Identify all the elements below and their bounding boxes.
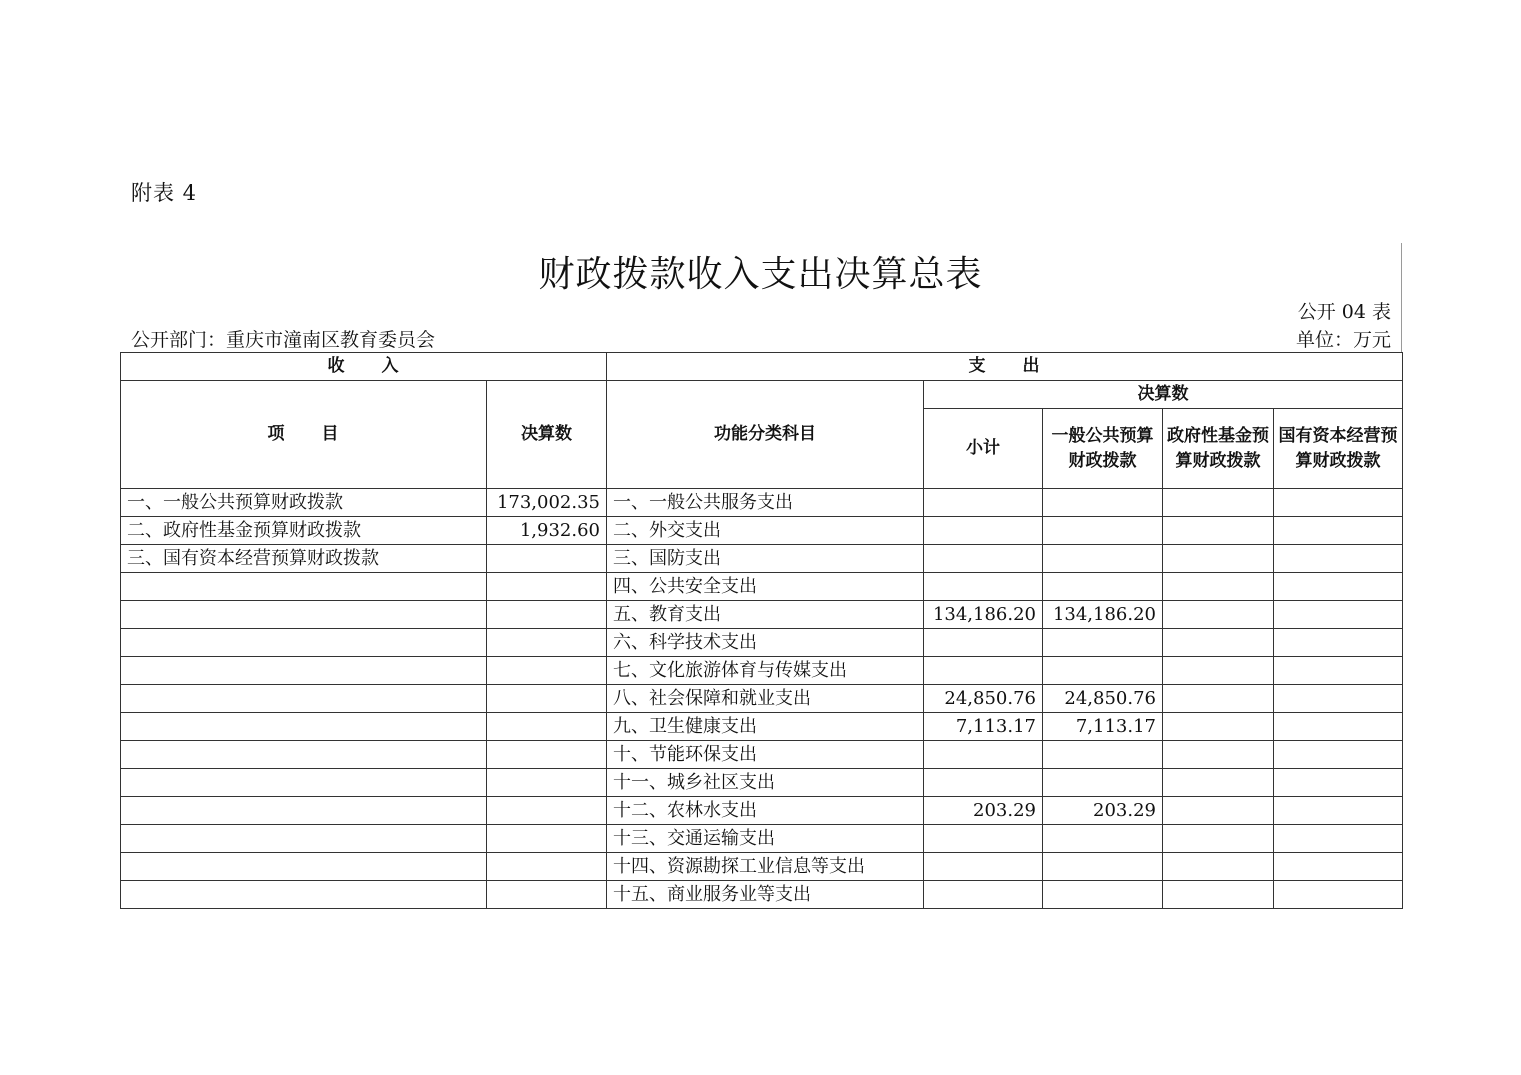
income-item-cell <box>121 685 487 713</box>
income-amount-cell: 1,932.60 <box>487 517 607 545</box>
table-row <box>121 853 1403 881</box>
general-public-cell: 203.29 <box>1043 797 1163 825</box>
unit-label: 单位：万元 <box>1295 329 1391 351</box>
subtotal-cell: 7,113.17 <box>924 713 1043 741</box>
category-cell: 二、外交支出 <box>607 517 924 545</box>
income-item-cell <box>121 657 487 685</box>
income-item-cell <box>121 825 487 853</box>
general-public-cell <box>1043 881 1163 909</box>
income-amount-cell <box>487 825 607 853</box>
gov-fund-cell <box>1163 573 1274 601</box>
gov-fund-cell <box>1163 601 1274 629</box>
category-cell: 八、社会保障和就业支出 <box>607 685 924 713</box>
table-row <box>121 825 1403 853</box>
income-item-cell: 一、一般公共预算财政拨款 <box>121 489 487 517</box>
header-expense-amount: 决算数 <box>924 381 1403 409</box>
subtotal-cell <box>924 741 1043 769</box>
state-capital-cell <box>1274 797 1403 825</box>
general-public-cell <box>1043 545 1163 573</box>
gov-fund-cell <box>1163 517 1274 545</box>
category-cell: 一、一般公共服务支出 <box>607 489 924 517</box>
table-row <box>121 489 1403 517</box>
state-capital-cell <box>1274 881 1403 909</box>
income-item-cell <box>121 741 487 769</box>
category-cell: 三、国防支出 <box>607 545 924 573</box>
table-row <box>121 629 1403 657</box>
category-cell: 四、公共安全支出 <box>607 573 924 601</box>
state-capital-cell <box>1274 769 1403 797</box>
income-item-cell <box>121 853 487 881</box>
general-public-cell <box>1043 573 1163 601</box>
category-cell: 七、文化旅游体育与传媒支出 <box>607 657 924 685</box>
category-cell: 六、科学技术支出 <box>607 629 924 657</box>
table-row <box>121 545 1403 573</box>
document-title: 财政拨款收入支出决算总表 <box>538 254 983 295</box>
gov-fund-cell <box>1163 769 1274 797</box>
table-row <box>121 741 1403 769</box>
subtotal-cell <box>924 629 1043 657</box>
gov-fund-cell <box>1163 853 1274 881</box>
table-row <box>121 657 1403 685</box>
state-capital-cell <box>1274 545 1403 573</box>
income-amount-cell <box>487 629 607 657</box>
state-capital-cell <box>1274 573 1403 601</box>
general-public-cell <box>1043 657 1163 685</box>
income-amount-cell <box>487 601 607 629</box>
subtotal-cell: 24,850.76 <box>924 685 1043 713</box>
table-row <box>121 881 1403 909</box>
table-row <box>121 573 1403 601</box>
income-amount-cell <box>487 741 607 769</box>
category-cell: 十五、商业服务业等支出 <box>607 881 924 909</box>
income-item-cell <box>121 769 487 797</box>
header-expense: 支 出 <box>607 353 1403 381</box>
state-capital-cell <box>1274 629 1403 657</box>
income-amount-cell <box>487 573 607 601</box>
state-capital-cell <box>1274 517 1403 545</box>
state-capital-cell <box>1274 853 1403 881</box>
general-public-cell <box>1043 825 1163 853</box>
header-state-capital: 国有资本经营预算财政拨款 <box>1274 409 1403 489</box>
subtotal-cell <box>924 657 1043 685</box>
subtotal-cell <box>924 769 1043 797</box>
income-amount-cell <box>487 881 607 909</box>
table-row <box>121 601 1403 629</box>
state-capital-cell <box>1274 657 1403 685</box>
table-row <box>121 769 1403 797</box>
category-cell: 十一、城乡社区支出 <box>607 769 924 797</box>
general-public-cell <box>1043 629 1163 657</box>
header-subtotal: 小计 <box>924 409 1043 489</box>
gov-fund-cell <box>1163 657 1274 685</box>
category-cell: 九、卫生健康支出 <box>607 713 924 741</box>
gov-fund-cell <box>1163 881 1274 909</box>
subtotal-cell: 134,186.20 <box>924 601 1043 629</box>
income-item-cell <box>121 797 487 825</box>
gov-fund-cell <box>1163 741 1274 769</box>
income-item-cell <box>121 573 487 601</box>
category-cell: 五、教育支出 <box>607 601 924 629</box>
category-cell: 十二、农林水支出 <box>607 797 924 825</box>
income-amount-cell: 173,002.35 <box>487 489 607 517</box>
income-amount-cell <box>487 713 607 741</box>
header-function-category: 功能分类科目 <box>607 381 924 489</box>
state-capital-cell <box>1274 713 1403 741</box>
subtotal-cell: 203.29 <box>924 797 1043 825</box>
general-public-cell <box>1043 489 1163 517</box>
income-item-cell: 二、政府性基金预算财政拨款 <box>121 517 487 545</box>
income-item-cell <box>121 881 487 909</box>
state-capital-cell <box>1274 601 1403 629</box>
subtotal-cell <box>924 489 1043 517</box>
income-amount-cell <box>487 685 607 713</box>
header-general-public: 一般公共预算财政拨款 <box>1043 409 1163 489</box>
gov-fund-cell <box>1163 545 1274 573</box>
header-income: 收 入 <box>121 353 607 381</box>
budget-table <box>120 352 1403 909</box>
table-row <box>121 713 1403 741</box>
category-cell: 十四、资源勘探工业信息等支出 <box>607 853 924 881</box>
table-row <box>121 685 1403 713</box>
general-public-cell <box>1043 853 1163 881</box>
general-public-cell: 24,850.76 <box>1043 685 1163 713</box>
subtotal-cell <box>924 573 1043 601</box>
subtotal-cell <box>924 825 1043 853</box>
header-row-columns <box>121 381 1403 409</box>
gov-fund-cell <box>1163 685 1274 713</box>
gov-fund-cell <box>1163 489 1274 517</box>
category-cell: 十、节能环保支出 <box>607 741 924 769</box>
income-amount-cell <box>487 769 607 797</box>
general-public-cell <box>1043 769 1163 797</box>
income-amount-cell <box>487 853 607 881</box>
subtotal-cell <box>924 881 1043 909</box>
general-public-cell <box>1043 517 1163 545</box>
subtotal-cell <box>924 853 1043 881</box>
header-gov-fund: 政府性基金预算财政拨款 <box>1163 409 1274 489</box>
income-amount-cell <box>487 545 607 573</box>
state-capital-cell <box>1274 685 1403 713</box>
state-capital-cell <box>1274 489 1403 517</box>
state-capital-cell <box>1274 825 1403 853</box>
state-capital-cell <box>1274 741 1403 769</box>
table-row <box>121 797 1403 825</box>
subtotal-cell <box>924 545 1043 573</box>
subtotal-cell <box>924 517 1043 545</box>
table-row <box>121 517 1403 545</box>
income-amount-cell <box>487 797 607 825</box>
gov-fund-cell <box>1163 713 1274 741</box>
category-cell: 十三、交通运输支出 <box>607 825 924 853</box>
gov-fund-cell <box>1163 797 1274 825</box>
general-public-cell <box>1043 741 1163 769</box>
header-income-amount: 决算数 <box>487 381 607 489</box>
gov-fund-cell <box>1163 825 1274 853</box>
general-public-cell: 134,186.20 <box>1043 601 1163 629</box>
header-row-sections <box>121 353 1403 381</box>
income-item-cell <box>121 713 487 741</box>
gov-fund-cell <box>1163 629 1274 657</box>
income-amount-cell <box>487 657 607 685</box>
table-code: 公开 04 表 <box>1297 301 1391 323</box>
header-item: 项 目 <box>121 381 487 489</box>
income-item-cell <box>121 601 487 629</box>
income-item-cell: 三、国有资本经营预算财政拨款 <box>121 545 487 573</box>
income-item-cell <box>121 629 487 657</box>
department-label: 公开部门：重庆市潼南区教育委员会 <box>131 329 436 351</box>
general-public-cell: 7,113.17 <box>1043 713 1163 741</box>
attachment-label: 附表 4 <box>131 181 198 205</box>
